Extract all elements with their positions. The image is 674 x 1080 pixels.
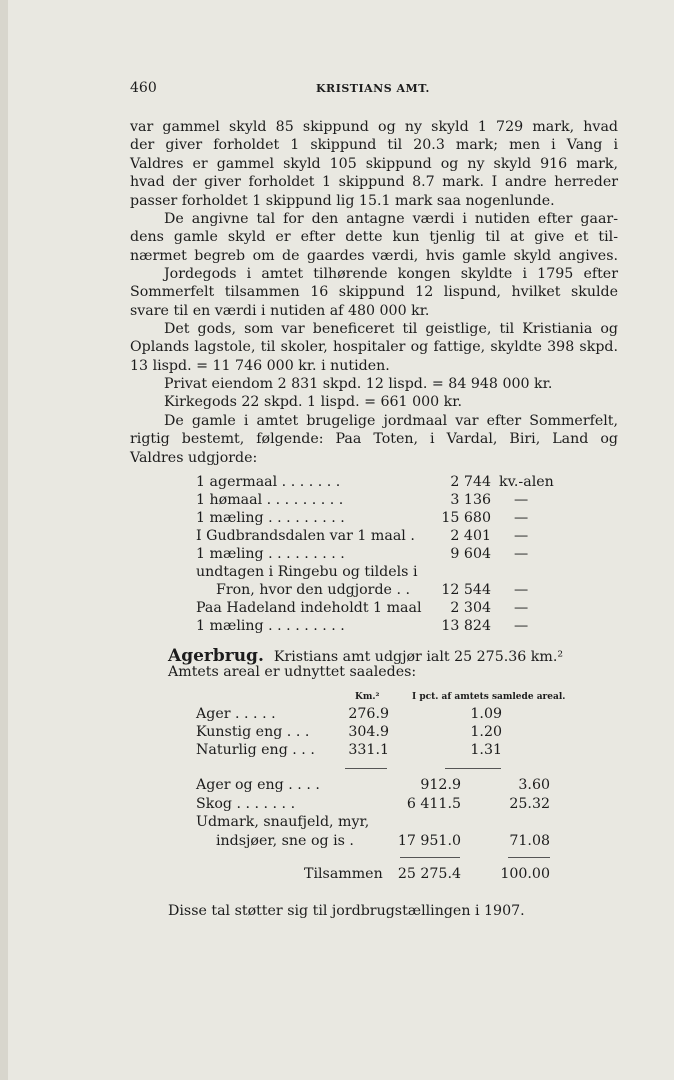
section-intro-2: Amtets areal er udnyttet saaledes: — [168, 664, 417, 680]
row-label: indsjøer, sne og is . — [216, 832, 354, 849]
measure-label: Fron, hvor den udgjorde . . — [216, 582, 410, 598]
table-row — [0, 724, 674, 742]
list-item — [196, 564, 596, 582]
paragraph-1 — [130, 118, 618, 210]
measure-label: 1 hømaal . . . . . . . . . — [196, 492, 344, 508]
sum-rule — [445, 768, 501, 769]
paragraph-6 — [130, 412, 618, 467]
text-line: Valdres udgjorde: — [130, 449, 258, 466]
text-line: rigtig bestemt, følgende: Paa Toten, i Vardal, Biri, Land og — [130, 431, 618, 448]
measure-value: 9 604 — [450, 546, 491, 562]
agerbrug-section-heading — [168, 646, 563, 666]
measure-label: 1 mæling . . . . . . . . . — [196, 510, 345, 526]
list-item — [196, 492, 596, 510]
paragraph-5 — [164, 375, 618, 412]
running-header: KRISTIANS AMT. — [316, 82, 430, 95]
measure-value: 2 401 — [450, 528, 491, 544]
table-row — [0, 796, 674, 814]
row-km: 331.1 — [348, 742, 389, 758]
measure-value: 13 824 — [441, 618, 491, 634]
row-pct: 25.32 — [509, 795, 550, 812]
text-line: var gammel skyld 85 skippund og ny skyld 1 729 mark, hvad — [130, 119, 618, 135]
text-line: Privat eiendom 2 831 skpd. 12 lispd. = 84 948 000 kr. — [164, 376, 553, 392]
sum-rule — [508, 857, 550, 858]
table-row-total — [0, 866, 674, 884]
list-item — [196, 546, 596, 564]
row-km: 912.9 — [420, 777, 461, 793]
measure-unit: — — [514, 510, 529, 526]
measure-unit: — — [514, 528, 529, 544]
text-line: De gamle i amtet brugelige jordmaal var efter Sommerfelt, — [164, 413, 618, 429]
row-label: Ager og eng . . . . — [196, 777, 320, 793]
measure-value: 2 744 — [450, 474, 491, 490]
row-pct: 1.09 — [470, 706, 502, 722]
table-row — [0, 833, 674, 851]
section-intro: Kristians amt udgjør ialt 25 275.36 km.² — [273, 649, 564, 665]
total-km: 25 275.4 — [397, 866, 461, 882]
measure-label: Paa Hadeland indeholdt 1 maal — [196, 600, 422, 616]
measures-list — [196, 474, 596, 636]
text-line: Kirkegods 22 skpd. 1 lispd. = 661 000 kr. — [164, 394, 463, 411]
list-item — [196, 474, 596, 492]
text-line: Sommerfelt tilsammen 16 skippund 12 lispund, hvilket skulde — [130, 284, 618, 301]
measure-value: 2 304 — [450, 600, 491, 616]
measure-value: 3 136 — [450, 492, 491, 508]
text-line: nærmet begreb om de gaardes værdi, hvis gamle skyld angives. — [130, 247, 618, 264]
text-line: Det gods, som var beneficeret til geistlige, til Kristiania og — [164, 321, 618, 337]
measure-unit: — — [514, 492, 529, 508]
row-km: 304.9 — [348, 724, 389, 740]
measure-label: 1 mæling . . . . . . . . . — [196, 618, 345, 634]
paragraph-4 — [130, 320, 618, 375]
row-km: 17 951.0 — [397, 832, 461, 849]
row-km: 276.9 — [348, 706, 389, 722]
row-pct: 1.20 — [470, 724, 502, 740]
row-label: Naturlig eng . . . — [196, 742, 315, 758]
table-row — [0, 777, 674, 795]
table-row — [0, 706, 674, 724]
list-item — [196, 510, 596, 528]
list-item — [196, 582, 596, 600]
row-pct: 3.60 — [518, 777, 550, 793]
measure-label: I Gudbrandsdalen var 1 maal . — [196, 528, 415, 544]
page-number: 460 — [130, 80, 157, 96]
list-item — [196, 528, 596, 546]
measure-label: 1 mæling . . . . . . . . . — [196, 546, 345, 562]
measure-unit: — — [514, 600, 529, 616]
page-edge-shadow — [0, 0, 8, 1080]
paragraph-3 — [130, 265, 618, 320]
list-item — [196, 600, 596, 618]
table-row — [0, 742, 674, 760]
sum-rule — [400, 857, 460, 858]
list-item — [196, 618, 596, 636]
text-line: hvad der giver forholdet 1 skippund 8.7 mark. I andre herreder — [130, 174, 618, 191]
text-line: der giver forholdet 1 skippund til 20.3 mark; men i Vang i — [130, 137, 618, 154]
measure-label: 1 agermaal . . . . . . . — [196, 474, 341, 490]
text-line: dens gamle skyld er efter dette kun tjenlig til at give et til- — [130, 229, 618, 246]
text-line: passer forholdet 1 skippund lig 15.1 mark saa nogenlunde. — [130, 192, 555, 209]
row-pct: 1.31 — [470, 742, 502, 758]
column-header-km: Km.² — [355, 692, 380, 702]
paragraph-2 — [130, 210, 618, 265]
measure-unit: — — [514, 546, 529, 562]
table-row — [0, 814, 674, 832]
measure-label: undtagen i Ringebu og tildels i — [196, 564, 418, 580]
section-title: Agerbrug. — [168, 646, 264, 666]
measure-unit: — — [514, 582, 529, 598]
total-label: Tilsammen — [304, 866, 383, 882]
measure-unit: — — [514, 618, 529, 634]
closing-note: Disse tal støtter sig til jordbrugstællingen i 1907. — [168, 903, 525, 919]
measure-unit: kv.-alen — [499, 474, 554, 490]
row-km: 6 411.5 — [406, 795, 461, 812]
measure-value: 15 680 — [441, 510, 491, 526]
text-line: Oplands lagstole, til skoler, hospitaler og fattige, skyldte 398 skpd. — [130, 339, 618, 356]
total-pct: 100.00 — [500, 866, 550, 882]
text-line: svare til en værdi i nutiden af 480 000 kr. — [130, 302, 430, 319]
row-label: Ager . . . . . — [196, 706, 276, 722]
text-line: De angivne tal for den antagne værdi i nutiden efter gaar- — [164, 211, 618, 227]
row-pct: 71.08 — [509, 832, 550, 849]
row-label: Skog . . . . . . . — [196, 795, 296, 812]
sum-rule — [345, 768, 387, 769]
row-label: Udmark, snaufjeld, myr, — [196, 814, 370, 830]
column-header-pct: I pct. af amtets samlede areal. — [412, 692, 566, 702]
text-line: Jordegods i amtet tilhørende kongen skyldte i 1795 efter — [164, 266, 618, 282]
row-label: Kunstig eng . . . — [196, 724, 310, 740]
text-line: Valdres er gammel skyld 105 skippund og ny skyld 916 mark, — [130, 155, 618, 172]
measure-value: 12 544 — [441, 582, 491, 598]
text-line: 13 lispd. = 11 746 000 kr. i nutiden. — [130, 357, 390, 374]
